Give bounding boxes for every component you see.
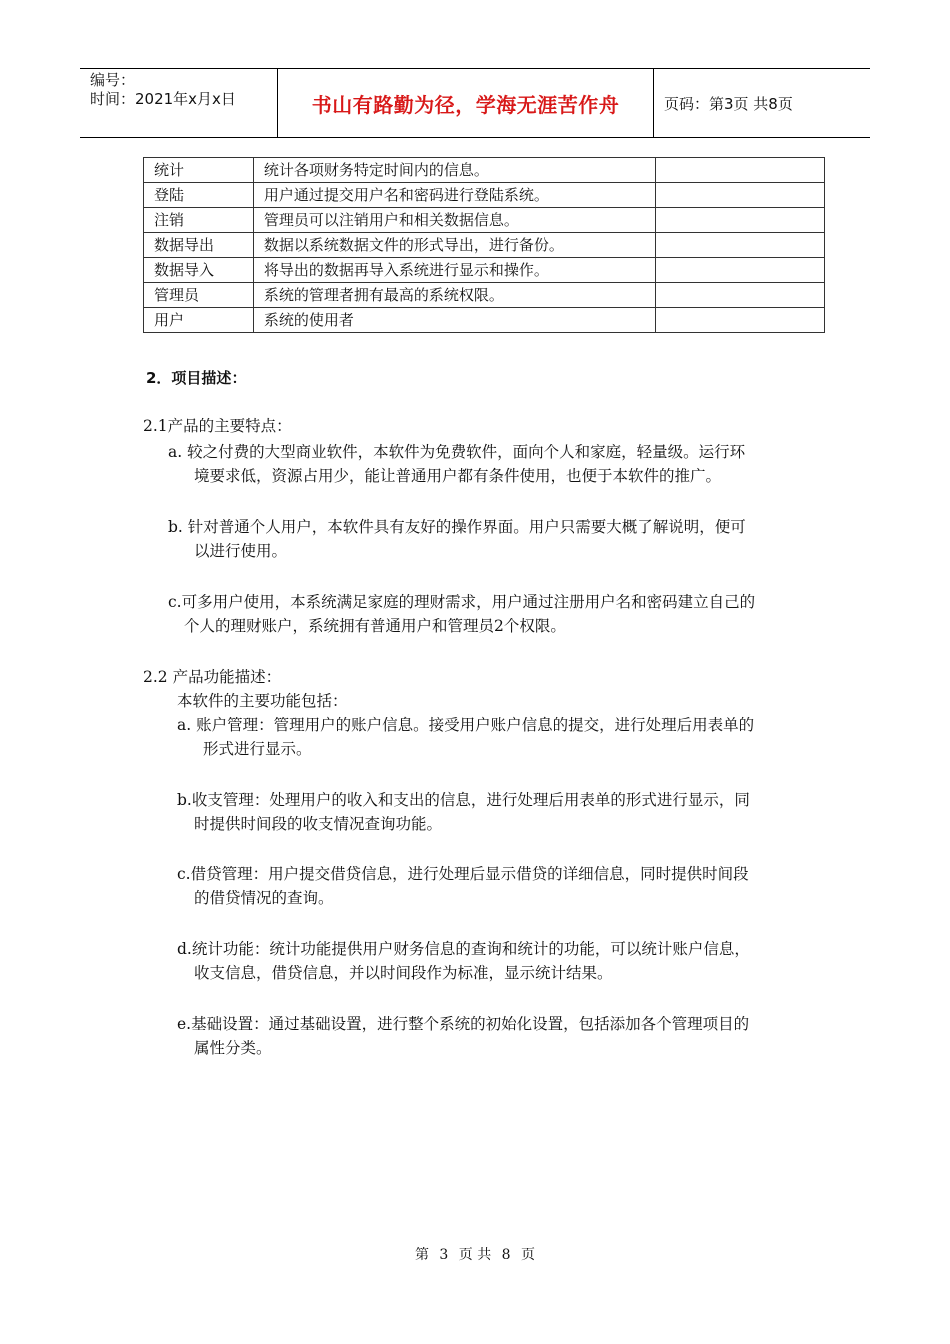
note-cell [656,308,825,333]
footer-suffix: 页 [521,1247,536,1263]
desc-cell: 数据以系统数据文件的形式导出，进行备份。 [253,233,655,258]
desc-cell: 系统的使用者 [253,308,655,333]
table-row [144,158,825,183]
table-row [144,233,825,258]
term-cell: 数据导入 [144,258,254,283]
feature-c-line2: 个人的理财账户，系统拥有普通用户和管理员2个权限。 [184,617,566,635]
note-cell [656,258,825,283]
term-cell: 统计 [144,158,254,183]
term-cell: 管理员 [144,283,254,308]
table-row [144,208,825,233]
desc-cell: 系统的管理者拥有最高的系统权限。 [253,283,655,308]
function-c-line1: c.借贷管理：用户提交借贷信息，进行处理后显示借贷的详细信息，同时提供时间段 [177,865,749,883]
function-a-line1: a. 账户管理：管理用户的账户信息。接受用户账户信息的提交，进行处理后用表单的 [177,716,755,734]
function-b-line2: 时提供时间段的收支情况查询功能。 [194,815,443,833]
function-e-line1: e.基础设置：通过基础设置，进行整个系统的初始化设置，包括添加各个管理项目的 [177,1015,750,1033]
page-header [80,68,870,138]
desc-cell: 用户通过提交用户名和密码进行登陆系统。 [253,183,655,208]
function-a-line2: 形式进行显示。 [203,740,312,758]
table-row [144,283,825,308]
footer-prefix: 第 [414,1247,429,1263]
header-page-info: 页码：第3页 共8页 [664,94,793,113]
function-d-line2: 收支信息，借贷信息，并以时间段作为标准，显示统计结果。 [194,964,613,982]
desc-cell: 管理员可以注销用户和相关数据信息。 [253,208,655,233]
term-cell: 注销 [144,208,254,233]
subsection-title: 2.2 产品功能描述： [143,668,282,686]
desc-cell: 将导出的数据再导入系统进行显示和操作。 [253,258,655,283]
feature-b-line2: 以进行使用。 [194,542,288,560]
feature-b-line1: b. 针对普通个人用户，本软件具有友好的操作界面。用户只需要大概了解说明，便可 [168,518,746,536]
table-row [144,183,825,208]
function-d-line1: d.统计功能：统计功能提供用户财务信息的查询和统计的功能，可以统计账户信息， [177,940,750,958]
time-label: 时间：2021年x月x日 [90,90,236,108]
function-b-line1: b.收支管理：处理用户的收入和支出的信息，进行处理后用表单的形式进行显示，同 [177,791,750,809]
header-meta [80,69,278,137]
footer-mid: 页 共 [458,1247,492,1263]
table-row [144,308,825,333]
footer-total-pages: 8 [501,1247,511,1263]
term-cell: 登陆 [144,183,254,208]
feature-a-line1: a. 较之付费的大型商业软件，本软件为免费软件，面向个人和家庭，轻量级。运行环 [168,443,746,461]
note-cell [656,283,825,308]
function-e-line2: 属性分类。 [194,1039,272,1057]
section-title: 2．项目描述： [146,369,247,387]
note-cell [656,158,825,183]
term-cell: 用户 [144,308,254,333]
footer-current-page: 3 [439,1247,449,1263]
table-row [144,258,825,283]
desc-cell: 统计各项财务特定时间内的信息。 [253,158,655,183]
note-cell [656,183,825,208]
header-motto: 书山有路勤为径，学海无涯苦作舟 [278,69,654,137]
feature-c-line1: c.可多用户使用，本系统满足家庭的理财需求，用户通过注册用户名和密码建立自己的 [168,593,756,611]
page-footer [0,1244,950,1264]
function-c-line2: 的借贷情况的查询。 [194,889,334,907]
subsection-title: 2.1产品的主要特点： [143,417,292,435]
feature-a-line2: 境要求低，资源占用少，能让普通用户都有条件使用，也便于本软件的推广。 [194,467,722,485]
note-cell [656,233,825,258]
number-label: 编号： [90,71,136,89]
glossary-table [143,157,825,333]
function-intro: 本软件的主要功能包括： [177,692,348,710]
note-cell [656,208,825,233]
term-cell: 数据导出 [144,233,254,258]
